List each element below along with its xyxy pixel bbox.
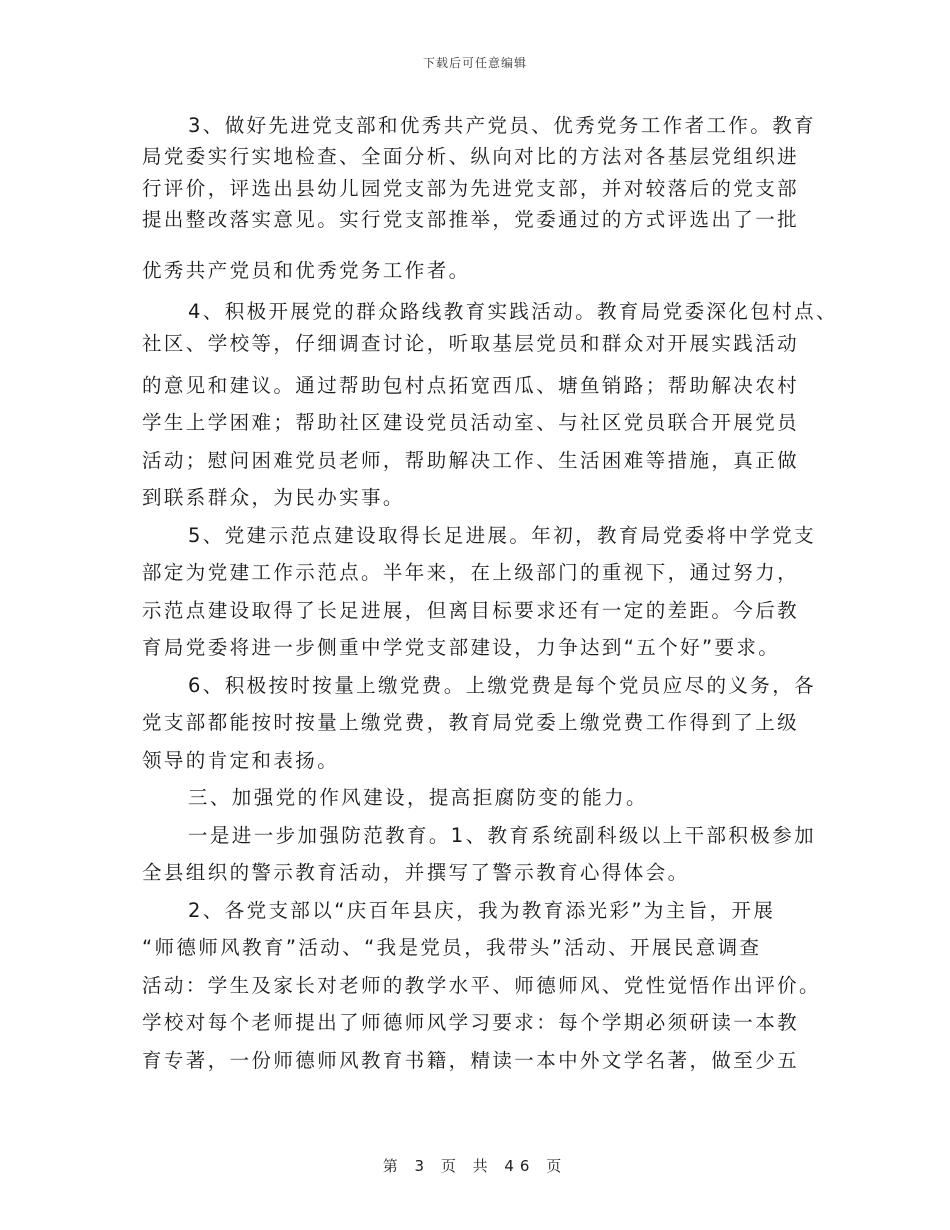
text-line: “师德师风教育”活动、“我是党员，我带头”活动、开展民意调查 xyxy=(142,936,762,959)
text-line: 优秀共产党员和优秀党务工作者。 xyxy=(142,259,471,282)
text-line: 局党委实行实地检查、全面分析、纵向对比的方法对各基层党组织进 xyxy=(142,145,800,168)
page-number: 第 3 页 共 46 页 xyxy=(382,1157,568,1175)
text-line: 提出整改落实意见。实行党支部推举，党委通过的方式评选出了一批 xyxy=(142,208,800,231)
text-line: 活动：学生及家长对老师的教学水平、师德师风、党性觉悟作出评价。 xyxy=(142,974,821,997)
text-line: 党支部都能按时按量上缴党费，教育局党委上缴党费工作得到了上级 xyxy=(142,711,800,734)
text-line: 到联系群众，为民办实事。 xyxy=(142,486,405,509)
text-line: 育专著，一份师德师风教育书籍，精读一本中外文学名著，做至少五 xyxy=(142,1049,800,1072)
text-line: 部定为党建工作示范点。半年来，在上级部门的重视下，通过努力， xyxy=(142,561,800,584)
text-line: 一是进一步加强防范教育。1、教育系统副科级以上干部积极参加 xyxy=(188,824,817,847)
text-line: 的意见和建议。通过帮助包村点拓宽西瓜、塘鱼销路；帮助解决农村 xyxy=(142,374,800,397)
text-line: 全县组织的警示教育活动，并撰写了警示教育心得体会。 xyxy=(142,861,690,884)
text-line: 6、积极按时按量上缴党费。上缴党费是每个党员应尽的义务，各 xyxy=(188,674,817,697)
section-heading: 三、加强党的作风建设，提高拒腐防变的能力。 xyxy=(188,786,648,809)
text-line: 示范点建设取得了长足进展，但离目标要求还有一定的差距。今后教 xyxy=(142,599,800,622)
page-header: 下载后可任意编辑 xyxy=(422,56,527,70)
text-line: 学生上学困难；帮助社区建设党员活动室、与社区党员联合开展党员 xyxy=(142,411,800,434)
text-line: 领导的肯定和表扬。 xyxy=(142,749,340,772)
text-line: 学校对每个老师提出了师德师风学习要求：每个学期必须研读一本教 xyxy=(142,1011,800,1034)
text-line: 行评价，评选出县幼儿园党支部为先进党支部，并对较落后的党支部 xyxy=(142,177,800,200)
text-line: 3、做好先进党支部和优秀共产党员、优秀党务工作者工作。教育 xyxy=(188,114,817,137)
text-line: 4、积极开展党的群众路线教育实践活动。教育局党委深化包村点、 xyxy=(188,300,838,323)
text-line: 活动；慰问困难党员老师，帮助解决工作、生活困难等措施，真正做 xyxy=(142,449,800,472)
text-line: 育局党委将进一步侧重中学党支部建设，力争达到“五个好”要求。 xyxy=(142,636,781,659)
text-line: 5、党建示范点建设取得长足进展。年初，教育局党委将中学党支 xyxy=(188,524,817,547)
text-line: 2、各党支部以“庆百年县庆，我为教育添光彩”为主旨，开展 xyxy=(188,899,776,922)
text-line: 社区、学校等，仔细调查讨论，听取基层党员和群众对开展实践活动 xyxy=(142,332,800,355)
